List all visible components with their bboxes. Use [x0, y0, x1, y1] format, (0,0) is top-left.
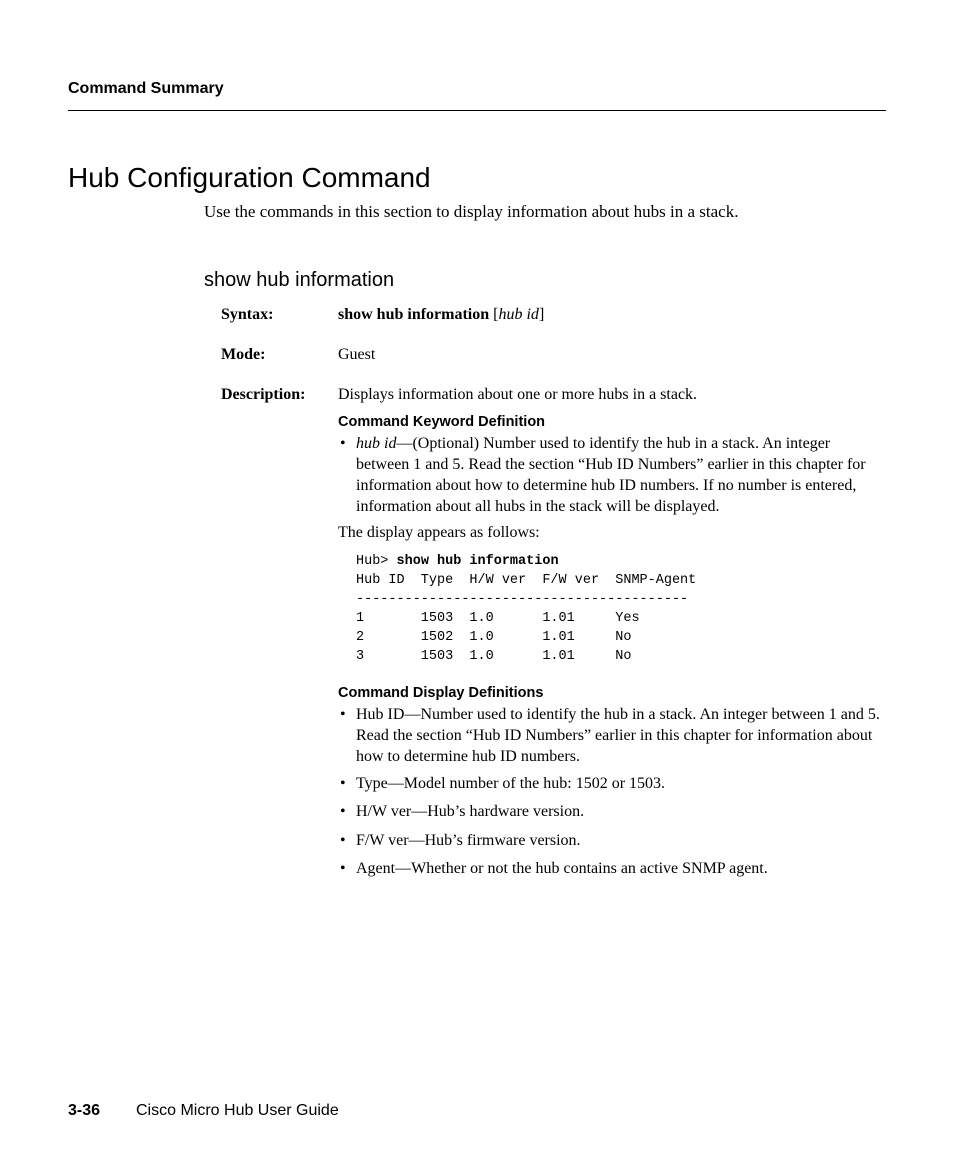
syntax-argument: hub id — [498, 306, 539, 323]
code-separator: ----------------------------------------- — [356, 592, 689, 607]
display-def-text: H/W ver—Hub’s hardware version. — [356, 803, 585, 820]
keyword-term: hub id — [356, 435, 397, 452]
display-def-text: Hub ID—Number used to identify the hub in a stack. An integer between 1 and 5. Read the section “Hub ID Numbers” earlier in this chapter for information about how to determine hub ID numbers. — [356, 706, 880, 765]
bullet-glyph: • — [340, 435, 346, 452]
code-prompt-line — [356, 552, 696, 571]
page-number: 3-36 — [68, 1102, 101, 1119]
code-block — [356, 552, 696, 666]
bullet-glyph: • — [340, 832, 346, 849]
syntax-value — [338, 306, 544, 324]
bullet-glyph: • — [340, 706, 346, 723]
keyword-heading: Command Keyword Definition — [338, 414, 546, 430]
code-header: Hub ID Type H/W ver F/W ver SNMP-Agent — [356, 573, 697, 588]
keyword-definition — [340, 433, 880, 517]
section-intro: Use the commands in this section to display information about hubs in a stack. — [204, 202, 739, 221]
header-rule — [68, 110, 886, 111]
display-heading: Command Display Definitions — [338, 685, 544, 701]
mode-value: Guest — [338, 346, 376, 363]
code-row: 2 1502 1.0 1.01 No — [356, 630, 632, 645]
syntax-bracket-close: ] — [538, 306, 545, 323]
code-row: 3 1503 1.0 1.01 No — [356, 649, 632, 664]
description-value: Displays information about one or more hubs in a stack. — [338, 386, 698, 403]
display-def-text: F/W ver—Hub’s firmware version. — [356, 832, 581, 849]
section-title: Hub Configuration Command — [68, 162, 431, 193]
description-label: Description: — [221, 386, 306, 403]
keyword-text: —(Optional) Number used to identify the hub in a stack. An integer between 1 and 5. Read the section “Hub ID Numbers” earlier in this chapter for information about how to determine hub ID numbers. If no number is entered, information about all hubs in the stack will be displayed. — [356, 435, 866, 515]
bullet-glyph: • — [340, 775, 346, 792]
command-title: show hub information — [204, 269, 395, 291]
display-def-text: Type—Model number of the hub: 1502 or 1503. — [356, 775, 666, 792]
code-row: 1 1503 1.0 1.01 Yes — [356, 611, 640, 626]
bullet-glyph: • — [340, 803, 346, 820]
display-intro: The display appears as follows: — [338, 524, 540, 541]
display-def-item — [340, 858, 880, 879]
syntax-label: Syntax: — [221, 306, 274, 323]
code-command: show hub information — [396, 554, 559, 569]
code-prompt: Hub> — [356, 554, 397, 569]
syntax-command: show hub information — [338, 306, 490, 323]
display-def-text: Agent—Whether or not the hub contains an active SNMP agent. — [356, 860, 768, 877]
running-head: Command Summary — [68, 80, 224, 97]
display-def-item — [340, 830, 880, 851]
display-def-item — [340, 704, 880, 767]
display-def-item — [340, 801, 880, 822]
bullet-glyph: • — [340, 860, 346, 877]
display-def-item — [340, 773, 880, 794]
mode-label: Mode: — [221, 346, 266, 363]
syntax-bracket-open: [ — [493, 306, 499, 323]
book-title: Cisco Micro Hub User Guide — [136, 1102, 339, 1119]
